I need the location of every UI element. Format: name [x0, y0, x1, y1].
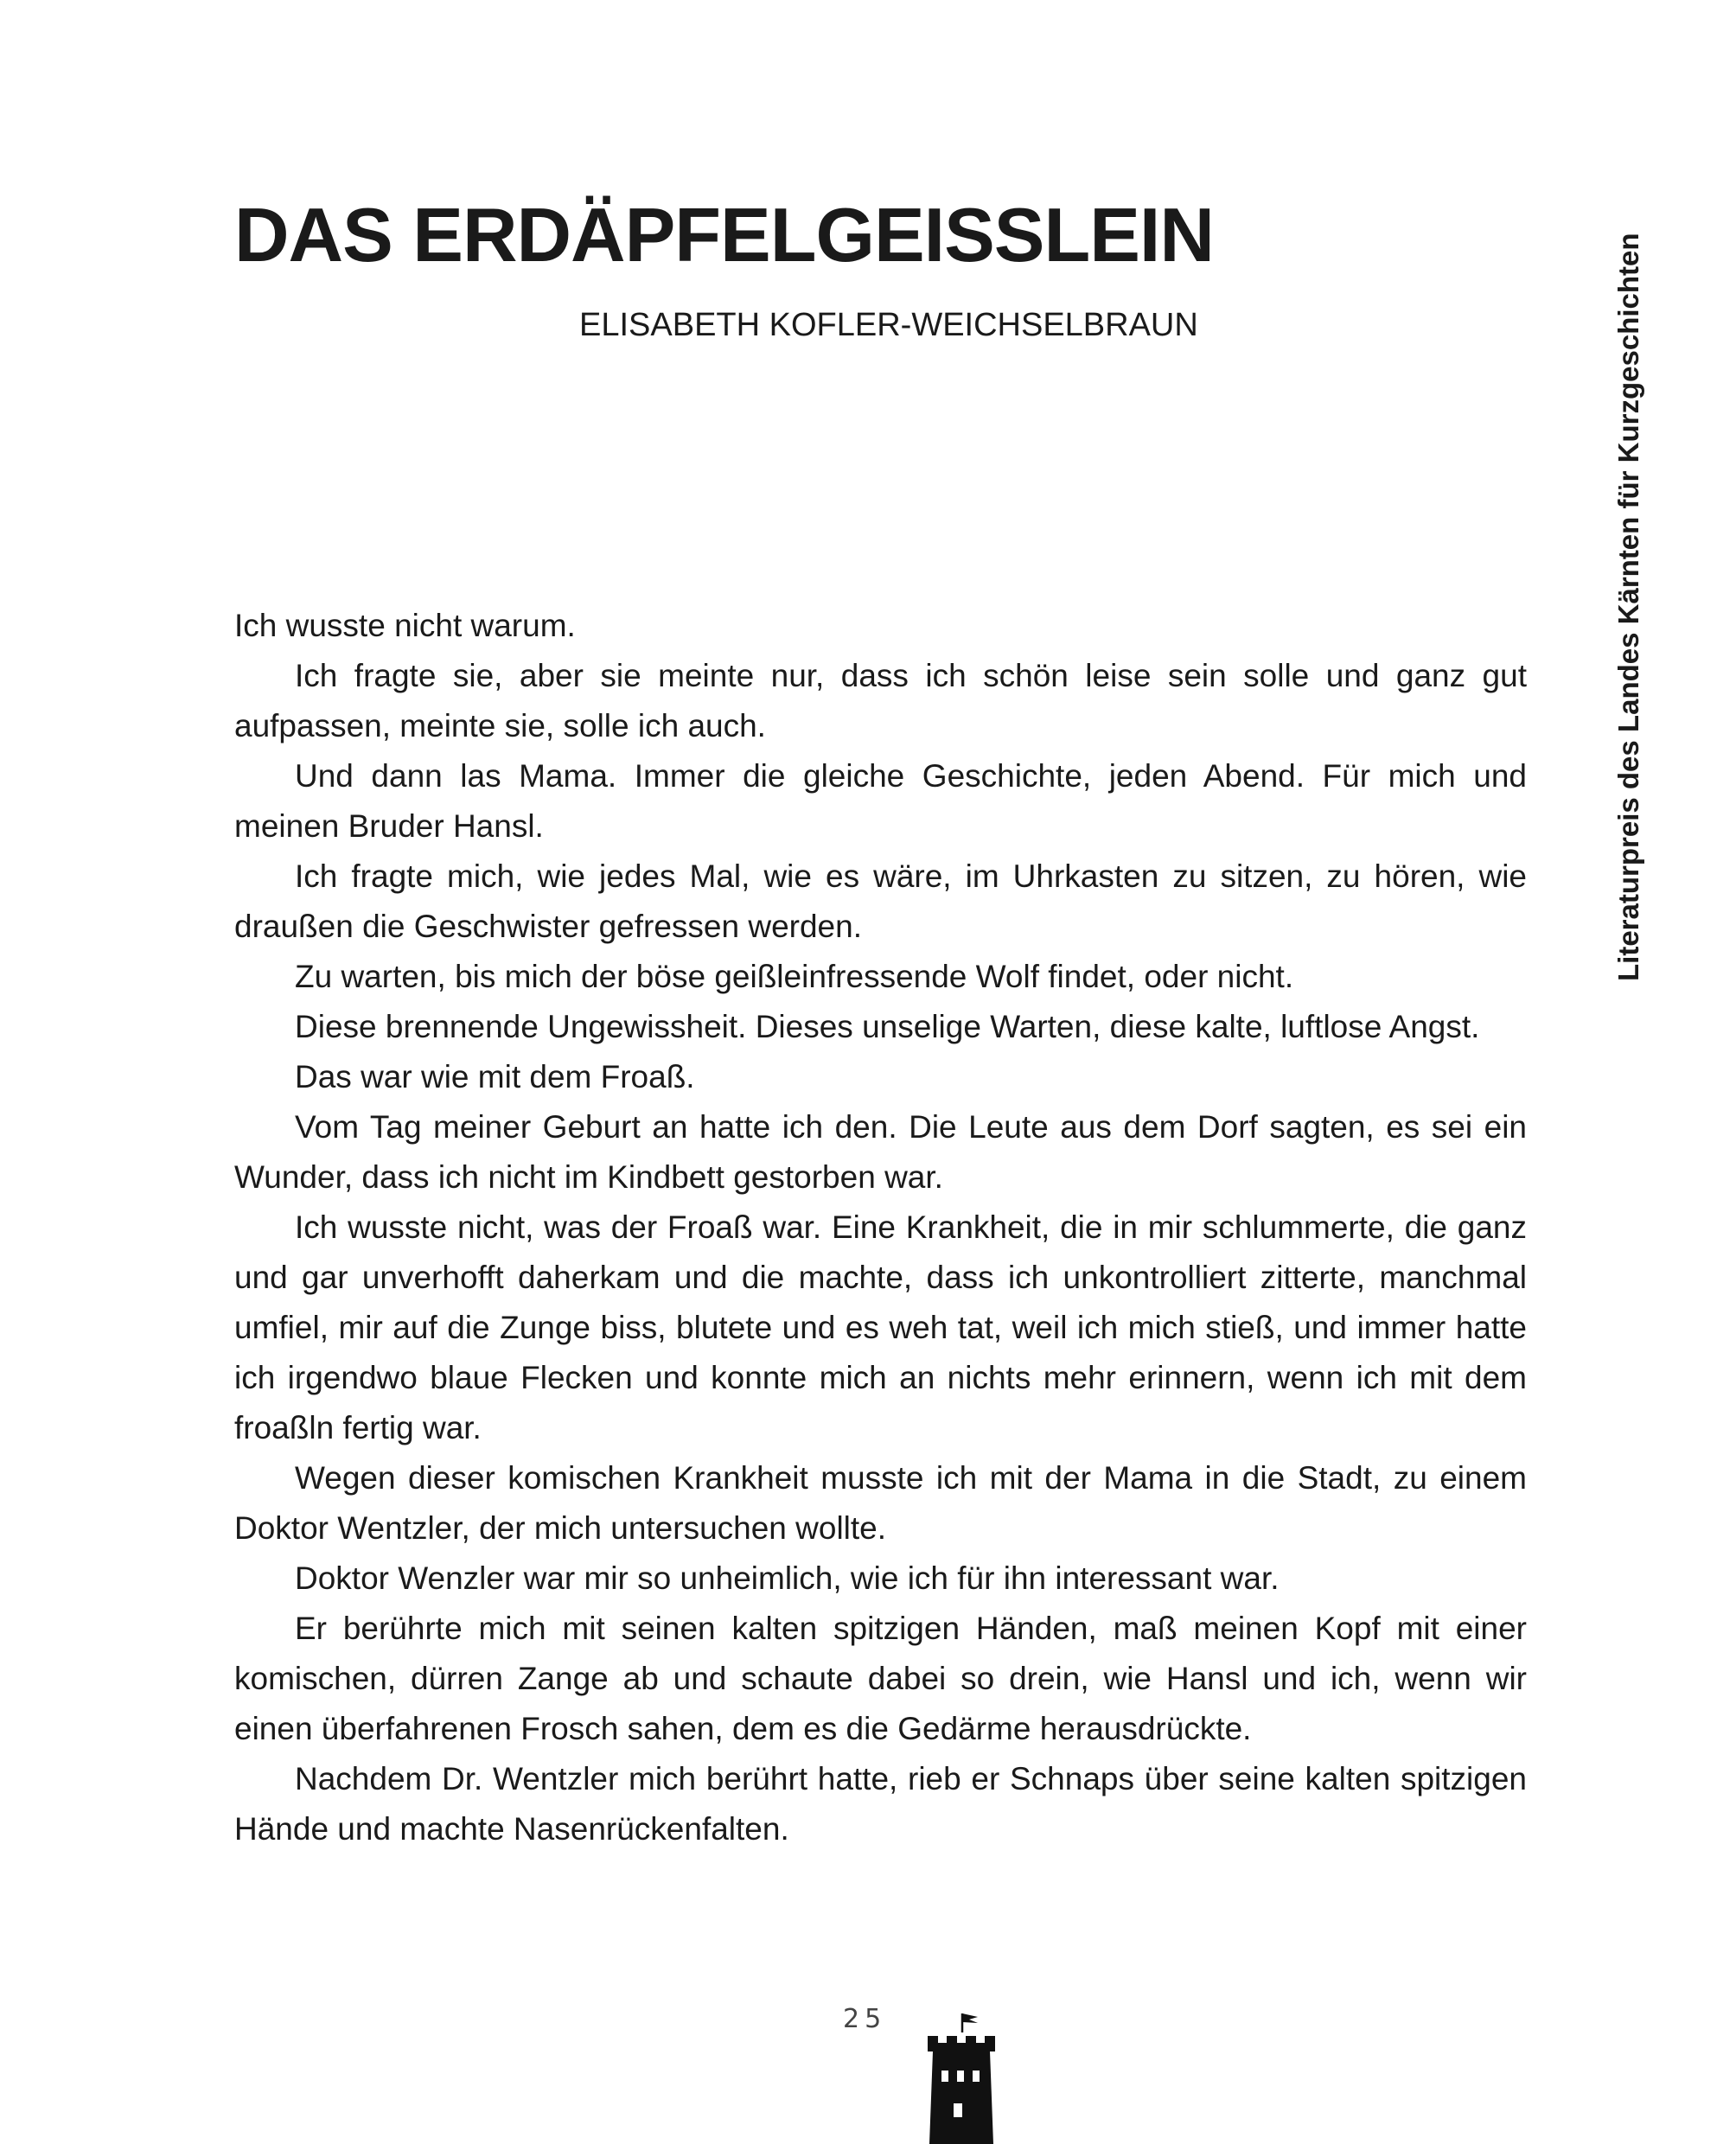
paragraph: Und dann las Mama. Immer die gleiche Geschichte, jeden Abend. Für mich und meinen Bruder Hansl.: [234, 758, 1527, 844]
paragraph: Vom Tag meiner Geburt an hatte ich den. Die Leute aus dem Dorf sagten, es sei ein Wunder, dass ich nicht im Kindbett gestorben war.: [234, 1109, 1527, 1195]
page-title: DAS ERDÄPFELGEISSLEIN: [234, 192, 1214, 278]
paragraph: Das war wie mit dem Froaß.: [295, 1059, 695, 1094]
paragraph: Diese brennende Ungewissheit. Dieses unselige Warten, diese kalte, luftlose Angst.: [295, 1009, 1480, 1044]
paragraph: Doktor Wenzler war mir so unheimlich, wie ich für ihn interessant war.: [295, 1560, 1280, 1596]
paragraph: Zu warten, bis mich der böse geißleinfressende Wolf findet, oder nicht.: [295, 959, 1294, 994]
page-number: 25: [843, 2004, 887, 2034]
castle-tower-icon: [921, 2010, 1024, 2144]
side-label: Literaturpreis des Landes Kärnten für Kurzgeschichten: [1612, 233, 1644, 981]
paragraph: Ich fragte sie, aber sie meinte nur, dass ich schön leise sein solle und ganz gut aufpassen, meinte sie, solle ich auch.: [234, 658, 1527, 743]
story-text: [234, 601, 1527, 1854]
paragraph: Wegen dieser komischen Krankheit musste ich mit der Mama in die Stadt, zu einem Doktor Wentzler, der mich untersuchen wollte.: [234, 1460, 1527, 1546]
paragraph: Er berührte mich mit seinen kalten spitzigen Händen, maß meinen Kopf mit einer komischen, dürren Zange ab und schaute dabei so drein, wie Hansl und ich, wenn wir einen überfahrenen Frosch sahen, dem es die Gedärme herausdrückte.: [234, 1611, 1527, 1746]
author-name: ELISABETH KOFLER-WEICHSELBRAUN: [579, 307, 1198, 343]
paragraph: Nachdem Dr. Wentzler mich berührt hatte, rieb er Schnaps über seine kalten spitzigen Hände und machte Nasenrückenfalten.: [234, 1761, 1527, 1847]
paragraph: Ich fragte mich, wie jedes Mal, wie es wäre, im Uhrkasten zu sitzen, zu hören, wie draußen die Geschwister gefressen werden.: [234, 858, 1527, 944]
paragraph: Ich wusste nicht, was der Froaß war. Eine Krankheit, die in mir schlummerte, die ganz und gar unverhofft daherkam und die machte, dass ich unkontrolliert zitterte, manchmal umfiel, mir auf die Zunge biss, blutete und es weh tat, weil ich mich stieß, und immer hatte ich irgendwo blaue Flecken und konnte mich an nichts mehr erinnern, wenn ich mit dem froaßln fertig war.: [234, 1209, 1527, 1445]
paragraph: Ich wusste nicht warum.: [234, 608, 576, 643]
